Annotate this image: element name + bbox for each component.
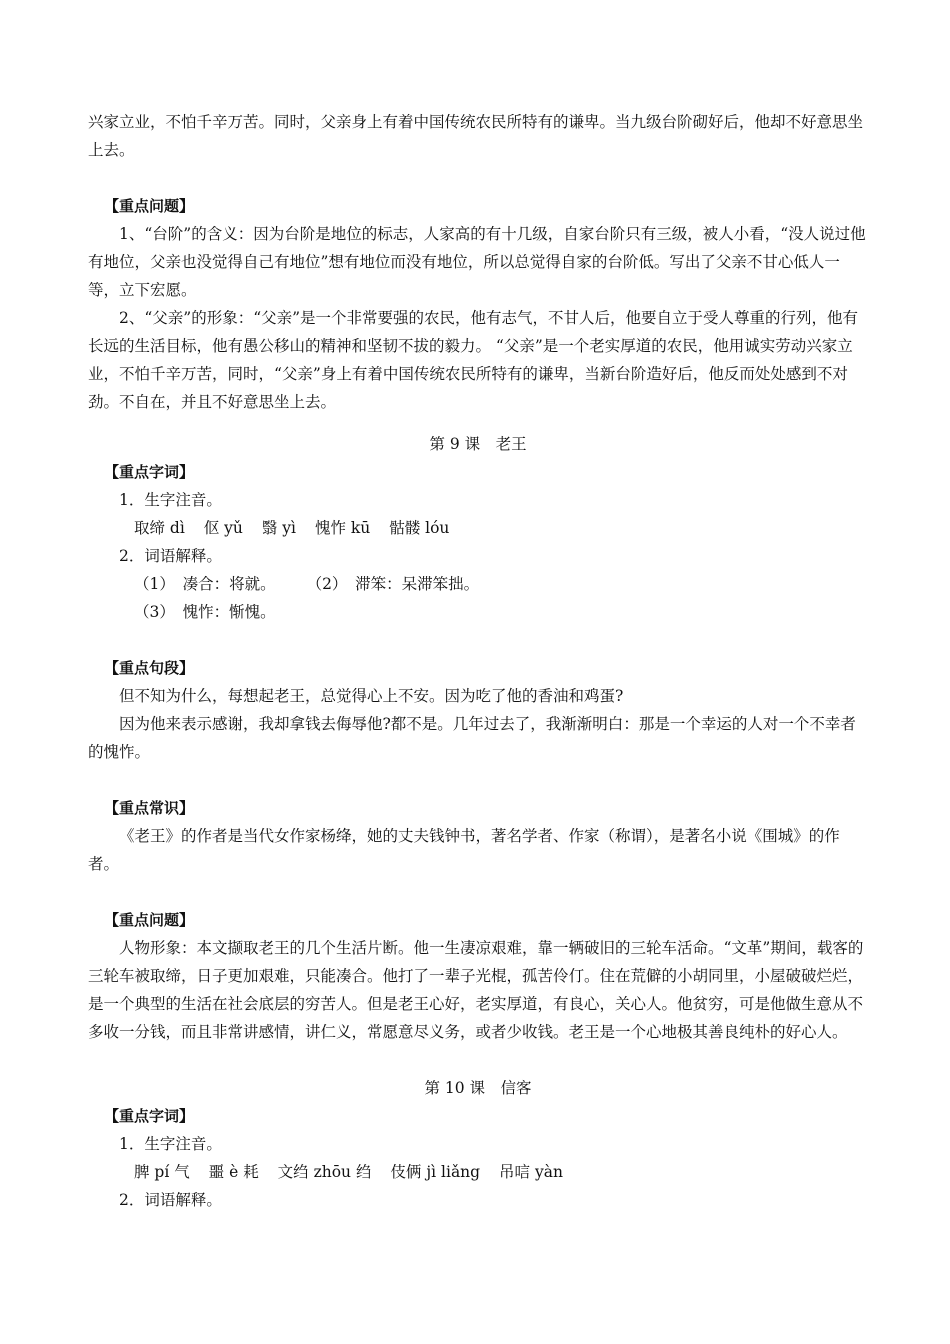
lesson-9-sentence-heading: 【重点句段】 — [104, 659, 195, 677]
pinyin-item: 噩 è 耗 — [208, 1163, 259, 1181]
lesson-9-pinyin-list — [88, 514, 868, 542]
lesson-9-knowledge-heading: 【重点常识】 — [104, 799, 195, 817]
question-1: 1、“台阶”的含义：因为台阶是地位的标志，人家高的有十几级，自家台阶只有三级，被人小看，“没人说过他有地位，父亲也没觉得自己有地位”想有地位而没有地位，所以总觉得自家的台阶低。写出了父亲不甘心低人一等，立下宏愿。 — [88, 225, 866, 299]
pinyin-item: 脾 pí 气 — [134, 1163, 190, 1181]
lesson-9-explain-label: 2．词语解释。 — [119, 547, 222, 565]
document-page — [88, 108, 868, 1214]
pinyin-item: 吊唁 yàn — [499, 1163, 563, 1181]
explain-item: （1） 凑合：将就。 — [134, 575, 276, 593]
pinyin-item: 伛 yǔ — [203, 519, 243, 537]
lesson-9-pinyin-label: 1．生字注音。 — [119, 491, 222, 509]
section-heading-key-questions: 【重点问题】 — [104, 197, 195, 215]
lesson-9-knowledge-1: 《老王》的作者是当代女作家杨绛，她的丈夫钱钟书，著名学者、作家（称谓），是著名小说《围城》的作者。 — [88, 827, 840, 873]
pinyin-item: 伎俩 jì liǎng — [390, 1163, 481, 1181]
question-2: 2、“父亲”的形象：“父亲”是一个非常要强的农民，他有志气，不甘人后，他要自立于受人尊重的行列，他有长远的生活目标，他有愚公移山的精神和坚韧不拔的毅力。 “父亲”是一个老实厚道的农民，他用诚实劳动兴家立业，不怕千辛万苦，同时，“父亲”身上有着中国传统农民所特有的谦卑，当新台阶造好后，他反而处处感到不对劲。不自在，并且不好意思坐上去。 — [88, 309, 859, 411]
pinyin-item: 文绉 zhōu 绉 — [277, 1163, 372, 1181]
lesson-9-title: 第 9 课 老王 — [429, 435, 527, 453]
pinyin-item: 愧怍 kū — [314, 519, 371, 537]
lesson-9-sentence-1: 但不知为什么，每想起老王，总觉得心上不安。因为吃了他的香油和鸡蛋? — [119, 687, 624, 705]
explain-item: （2） 滞笨：呆滞笨拙。 — [306, 575, 480, 593]
lesson-10-pinyin-list — [88, 1158, 868, 1186]
lesson-10-explain-label: 2．词语解释。 — [119, 1191, 222, 1209]
pinyin-item: 翳 yì — [261, 519, 297, 537]
lesson-9-sentence-2: 因为他来表示感谢，我却拿钱去侮辱他?都不是。几年过去了，我渐渐明白：那是一个幸运的人对一个不幸者的愧怍。 — [88, 715, 856, 761]
lesson-9-question-heading: 【重点问题】 — [104, 911, 195, 929]
lesson-9-explain-row-2 — [88, 598, 868, 626]
pinyin-item: 骷髅 lóu — [389, 519, 450, 537]
lesson-9-explain-row-1 — [88, 570, 868, 598]
lesson-10-pinyin-label: 1．生字注音。 — [119, 1135, 222, 1153]
pinyin-item: 取缔 dì — [134, 519, 185, 537]
lesson-9-question-1: 人物形象：本文撷取老王的几个生活片断。他一生凄凉艰难，靠一辆破旧的三轮车活命。“文革”期间，载客的三轮车被取缔，日子更加艰难，只能凑合。他打了一辈子光棍，孤苦伶仃。住在荒僻的小胡同里，小屋破破烂烂，是一个典型的生活在社会底层的穷苦人。但是老王心好，老实厚道，有良心，关心人。他贫穷，可是他做生意从不多收一分钱，而且非常讲感情，讲仁义，常愿意尽义务，或者少收钱。老王是一个心地极其善良纯朴的好心人。 — [88, 939, 864, 1041]
explain-item: （3） 愧怍：惭愧。 — [134, 603, 276, 621]
intro-paragraph: 兴家立业，不怕千辛万苦。同时，父亲身上有着中国传统农民所特有的谦卑。当九级台阶砌好后，他却不好意思坐上去。 — [88, 113, 864, 159]
lesson-10-title: 第 10 课 信客 — [424, 1079, 532, 1097]
lesson-9-vocab-heading: 【重点字词】 — [104, 463, 195, 481]
lesson-10-vocab-heading: 【重点字词】 — [104, 1107, 195, 1125]
